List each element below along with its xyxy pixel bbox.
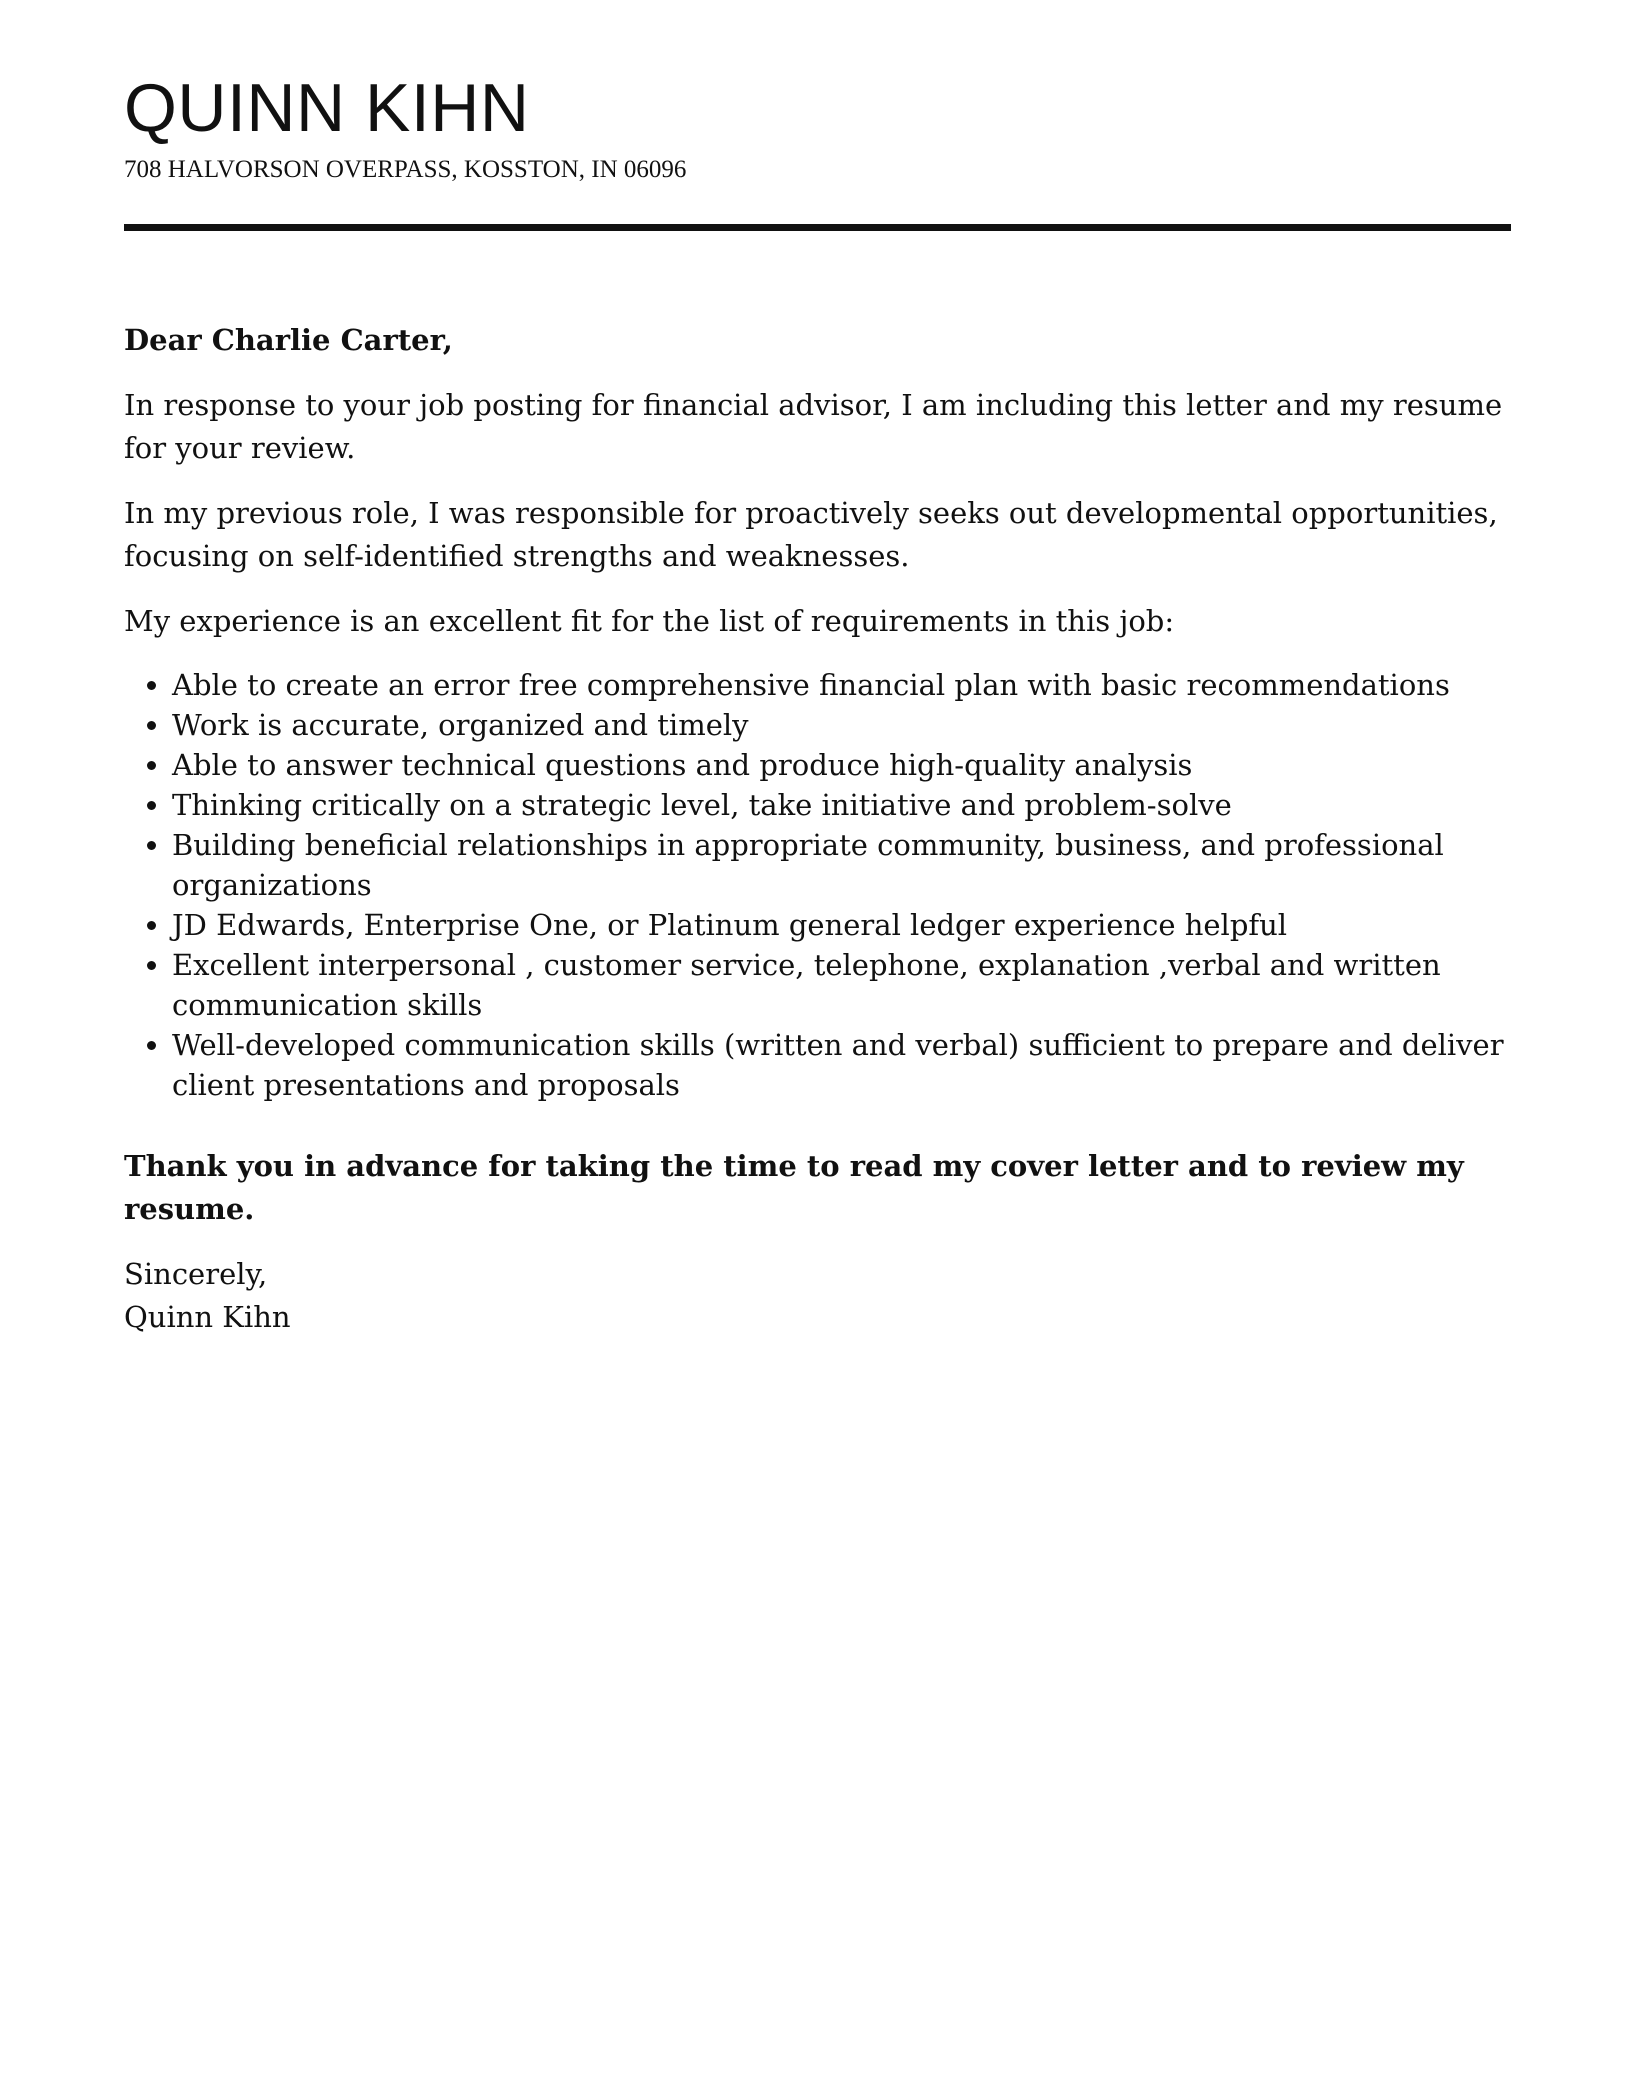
list-item: • Able to answer technical questions and produce high-quality analysis [172, 745, 1511, 785]
header-divider [124, 224, 1511, 231]
signoff: Sincerely, [124, 1257, 268, 1291]
applicant-name: QUINN KIHN [124, 70, 530, 146]
signature: Quinn Kihn [124, 1300, 291, 1334]
list-item: • Building beneficial relationships in appropriate community, business, and professional organizations [172, 825, 1511, 905]
salutation: Dear Charlie Carter, [124, 323, 453, 357]
letter-header [124, 68, 1511, 231]
list-item: • Able to create an error free comprehensive financial plan with basic recommendations [172, 665, 1511, 705]
applicant-address: 708 HALVORSON OVERPASS, KOSSTON, IN 06096 [124, 156, 687, 183]
requirements-list [124, 665, 1511, 1105]
cover-letter-page [124, 68, 1511, 1339]
list-item: • JD Edwards, Enterprise One, or Platinum general ledger experience helpful [172, 905, 1511, 945]
list-item: • Work is accurate, organized and timely [172, 705, 1511, 745]
list-item: • Well-developed communication skills (written and verbal) sufficient to prepare and deliver client presentations and proposals [172, 1025, 1511, 1105]
paragraph-requirements-intro: My experience is an excellent fit for the list of requirements in this job: [124, 604, 1175, 638]
paragraph-intro: In response to your job posting for financial advisor, I am including this letter and my resume for your review. [124, 388, 1503, 465]
closing-thanks: Thank you in advance for taking the time to read my cover letter and to review my resume. [124, 1149, 1464, 1226]
list-item: • Thinking critically on a strategic level, take initiative and problem-solve [172, 785, 1511, 825]
paragraph-previous-role: In my previous role, I was responsible for proactively seeks out developmental opportunities, focusing on self-identified strengths and weaknesses. [124, 496, 1498, 573]
list-item: • Excellent interpersonal , customer service, telephone, explanation ,verbal and written communication skills [172, 945, 1511, 1025]
letter-body [124, 319, 1511, 1339]
